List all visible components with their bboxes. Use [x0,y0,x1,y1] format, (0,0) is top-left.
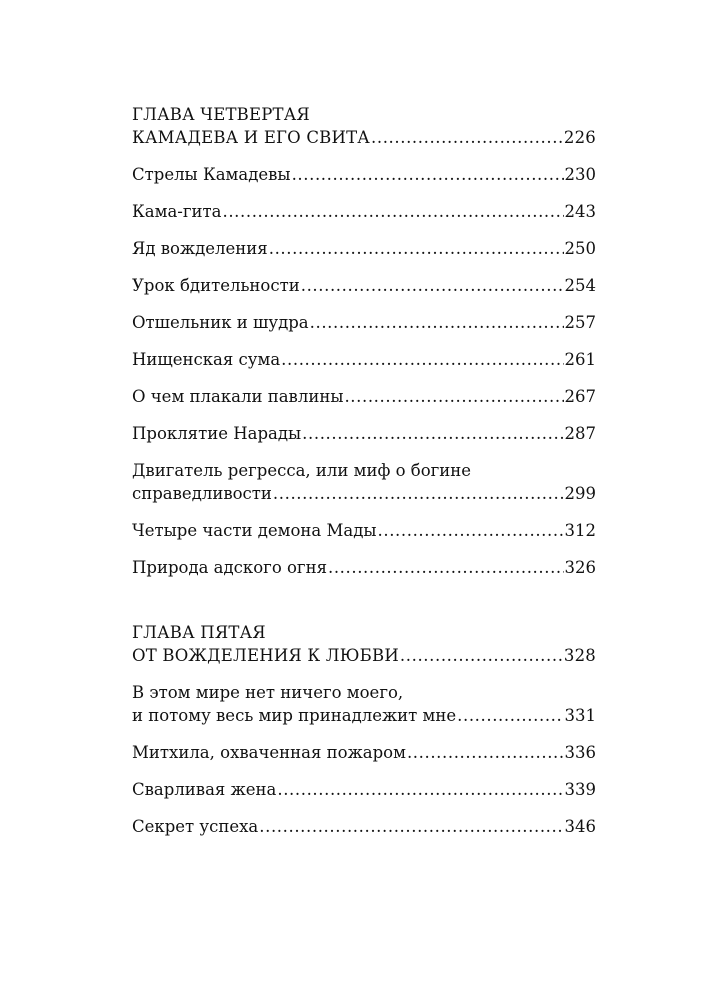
dot-leader [302,422,563,445]
entry-title: Секрет успеха [132,817,259,836]
toc-entry[interactable] [132,385,596,408]
chapter-label: ГЛАВА ПЯТАЯ [132,623,266,642]
toc-line[interactable] [132,126,596,149]
entry-title: Проклятие Нарады [132,424,302,443]
toc-entry[interactable] [132,681,596,727]
page-number: 326 [564,558,596,577]
entry-title: Отшельник и шудра [132,313,309,332]
dot-leader [259,815,563,838]
page-number: 226 [563,128,596,147]
toc-entry[interactable] [132,422,596,445]
dot-leader [301,274,564,297]
dot-leader [328,556,564,579]
entry-title: Сварливая жена [132,780,277,799]
page-number: 336 [564,743,596,762]
dot-leader [281,348,563,371]
page-number: 312 [564,521,596,540]
toc-entry[interactable] [132,778,596,801]
chapter-title: КАМАДЕВА И ЕГО СВИТА [132,128,370,147]
page-number: 287 [564,424,596,443]
entry-title: Кама-гита [132,202,222,221]
chapter-label: ГЛАВА ЧЕТВЕРТАЯ [132,105,310,124]
page-number: 339 [564,780,596,799]
toc-entry[interactable] [132,311,596,334]
dot-leader [378,519,564,542]
chapter-heading [132,103,596,149]
dot-leader [292,163,564,186]
page-number: 257 [564,313,596,332]
page-number: 230 [564,165,596,184]
toc-entry[interactable] [132,274,596,297]
page-number: 243 [564,202,596,221]
dot-leader [457,704,563,727]
toc-entry[interactable] [132,348,596,371]
dot-leader [269,237,564,260]
entry-title: справедливости [132,484,272,503]
dot-leader [400,644,563,667]
chapter-five [132,621,596,838]
toc-entry[interactable] [132,741,596,764]
entry-title: Природа адского огня [132,558,327,577]
entry-title-line1: Двигатель регресса, или миф о богине [132,461,472,480]
chapter-four [132,103,596,579]
page-number: 254 [564,276,596,295]
page-number: 267 [564,387,596,406]
toc-entry[interactable] [132,815,596,838]
entry-title: О чем плакали павлины [132,387,344,406]
toc-line[interactable] [132,644,596,667]
page-number: 331 [564,706,596,725]
entry-title: Яд вожделения [132,239,268,258]
entry-title: и потому весь мир принадлежит мне [132,706,457,725]
entry-title: Нищенская сума [132,350,281,369]
page-number: 250 [564,239,596,258]
entry-title: Урок бдительности [132,276,300,295]
dot-leader [344,385,563,408]
entry-title: Митхила, охваченная пожаром [132,743,406,762]
entry-title: Стрелы Камадевы [132,165,291,184]
toc-entry[interactable] [132,556,596,579]
toc-entry[interactable] [132,519,596,542]
page-number: 261 [564,350,596,369]
page-number: 328 [563,646,596,665]
dot-leader [277,778,563,801]
dot-leader [371,126,563,149]
dot-leader [310,311,564,334]
entry-title-line1: В этом мире нет ничего моего, [132,683,404,702]
toc-entry[interactable] [132,200,596,223]
page-number: 346 [564,817,596,836]
table-of-contents [132,103,596,838]
page-number: 299 [564,484,596,503]
toc-entry[interactable] [132,163,596,186]
dot-leader [407,741,564,764]
toc-entry[interactable] [132,237,596,260]
toc-entry[interactable] [132,459,596,505]
chapter-title: ОТ ВОЖДЕЛЕНИЯ К ЛЮБВИ [132,646,399,665]
dot-leader [273,482,564,505]
chapter-heading [132,621,596,667]
dot-leader [222,200,563,223]
entry-title: Четыре части демона Мады [132,521,377,540]
